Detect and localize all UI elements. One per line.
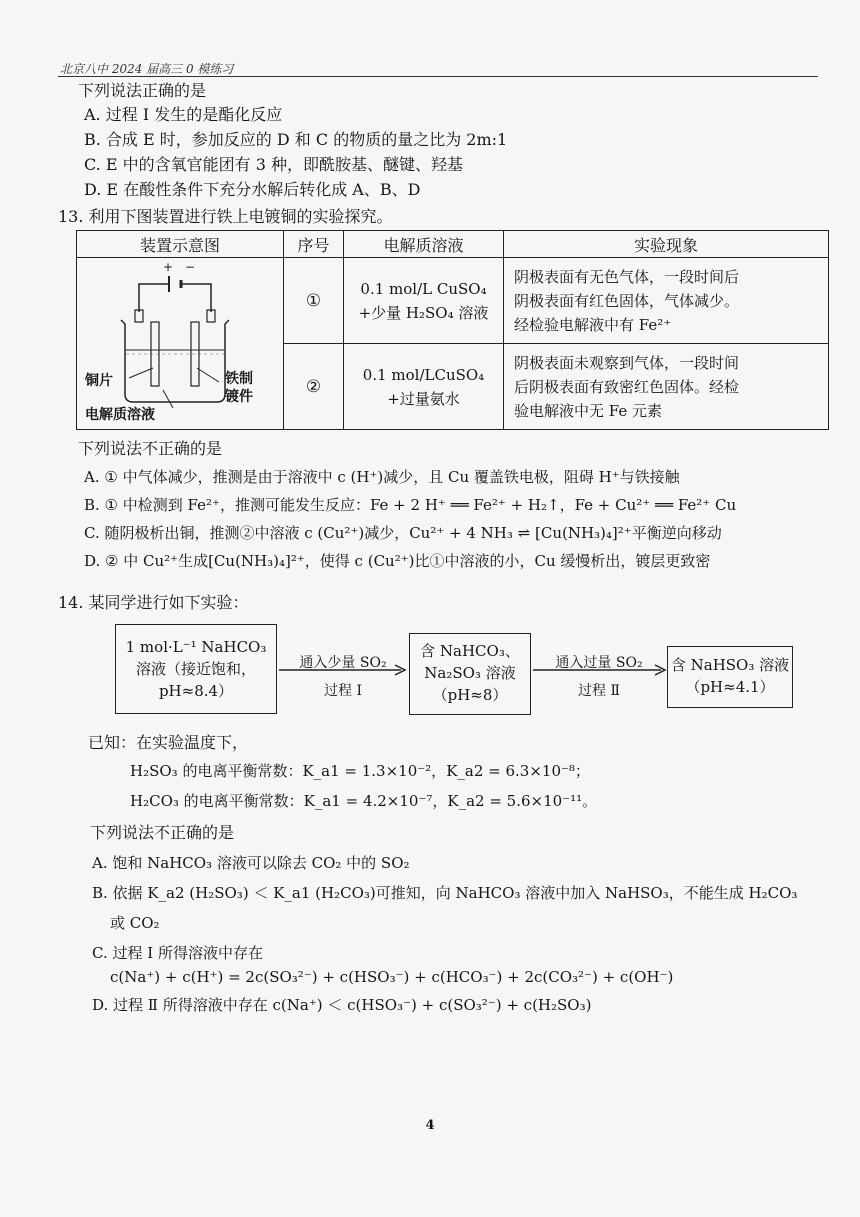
q12-option-c: C. E 中的含氧官能团有 3 种，即酰胺基、醚键、羟基: [84, 155, 463, 174]
row2-phenomenon: [504, 344, 829, 430]
row1-phenomenon-line2: 阴极表面有红色固体，气体减少。: [514, 291, 740, 310]
q13-stem: 13. 利用下图装置进行铁上电镀铜的实验探究。: [58, 207, 393, 226]
row2-phenomenon-line1: 阴极表面未观察到气体，一段时间: [514, 353, 740, 372]
row2-solution-line1: 0.1 mol/LCuSO₄: [362, 365, 485, 384]
flow-arrow-1-bottom-label: 过程 Ⅰ: [324, 683, 362, 699]
exam-header: 北京八中 2024 届高三 0 模练习: [60, 62, 234, 76]
flow-arrow-2-top-label: 通入过量 SO₂: [555, 655, 643, 671]
row2-phenomenon-line3: 验电解液中无 Fe 元素: [514, 401, 663, 420]
q14-ka-h2co3: H₂CO₃ 的电离平衡常数：K_a1 = 4.2×10⁻⁷，K_a2 = 5.6×10⁻¹¹。: [130, 792, 598, 810]
q13-option-b: B. ① 中检测到 Fe²⁺，推测可能发生反应：Fe + 2 H⁺ ══ Fe²⁺ + H₂↑，Fe + Cu²⁺ ══ Fe²⁺ Cu: [84, 496, 737, 514]
row2-number: ②: [284, 344, 344, 430]
flow-box-start-line2: 溶液（接近饱和，: [135, 660, 256, 678]
q14-option-d: D. 过程 Ⅱ 所得溶液中存在 c(Na⁺) ＜ c(HSO₃⁻) + c(SO₃²⁻) + c(H₂SO₃): [92, 996, 592, 1014]
row1-number: ①: [284, 258, 344, 344]
flow-box-end-line2: （pH≈4.1）: [685, 678, 775, 696]
q13-option-a: A. ① 中气体减少，推测是由于溶液中 c (H⁺)减少，且 Cu 覆盖铁电极，阻碍 H⁺与铁接触: [84, 468, 680, 486]
q12-option-d: D. E 在酸性条件下充分水解后转化成 A、B、D: [84, 180, 421, 199]
apparatus-diagram-cell: [77, 258, 284, 430]
row2-solution-line2: +过量氨水: [387, 389, 460, 408]
flow-box-middle-line1: 含 NaHCO₃、: [420, 642, 520, 660]
q14-option-b-cont: 或 CO₂: [110, 914, 160, 932]
flow-arrow-1-top-label: 通入少量 SO₂: [299, 655, 387, 671]
electrolyte-label: 电解质溶液: [85, 407, 155, 423]
row1-phenomenon-line1: 阴极表面有无色气体，一段时间后: [514, 267, 740, 286]
flow-box-middle: [409, 633, 531, 715]
positive-terminal-label: +: [163, 260, 174, 274]
q13-option-d: D. ② 中 Cu²⁺生成[Cu(NH₃)₄]²⁺，使得 c (Cu²⁺)比①中溶液的小，Cu 缓慢析出，镀层更致密: [84, 552, 711, 570]
copper-plate-label: 铜片: [85, 373, 113, 389]
q13-experiment-table: [76, 230, 829, 430]
header-divider: [58, 76, 818, 77]
flow-box-middle-line3: （pH≈8）: [432, 686, 508, 704]
row1-phenomenon-line3: 经检验电解液中有 Fe²⁺: [514, 315, 672, 334]
flow-box-end: [667, 646, 793, 708]
iron-part-label-1: 铁制: [225, 371, 253, 387]
flow-box-middle-line2: Na₂SO₃ 溶液: [424, 664, 516, 682]
q14-known: 已知：在实验温度下，: [88, 733, 249, 752]
negative-terminal-label: −: [185, 260, 196, 274]
q12-option-b: B. 合成 E 时，参加反应的 D 和 C 的物质的量之比为 2m:1: [84, 130, 508, 149]
q14-stem: 14. 某同学进行如下实验：: [58, 593, 249, 612]
q14-option-b: B. 依据 K_a2 (H₂SO₃) ＜ K_a1 (H₂CO₃)可推知，向 NaHCO₃ 溶液中加入 NaHSO₃，不能生成 H₂CO₃: [92, 884, 798, 902]
header-solution: 电解质溶液: [344, 231, 504, 258]
row1-solution: [344, 258, 504, 344]
page-number: 4: [425, 1118, 435, 1133]
flow-box-start: [115, 624, 277, 714]
q12-option-a: A. 过程 Ⅰ 发生的是酯化反应: [84, 105, 283, 124]
header-phenomenon: 实验现象: [504, 231, 829, 258]
row1-phenomenon: [504, 258, 829, 344]
flow-box-start-line3: pH≈8.4）: [158, 682, 234, 700]
q13-option-c: C. 随阴极析出铜，推测②中溶液 c (Cu²⁺)减少，Cu²⁺ + 4 NH₃ ⇌ [Cu(NH₃)₄]²⁺平衡逆向移动: [84, 524, 722, 542]
q14-option-a: A. 饱和 NaHCO₃ 溶液可以除去 CO₂ 中的 SO₂: [92, 854, 410, 872]
header-diagram: 装置示意图: [77, 231, 284, 258]
row2-phenomenon-line2: 后阴极表面有致密红色固体。经检: [514, 377, 740, 396]
q13-question: 下列说法不正确的是: [78, 439, 223, 458]
q14-option-c-equation: c(Na⁺) + c(H⁺) = 2c(SO₃²⁻) + c(HSO₃⁻) + c(HCO₃⁻) + 2c(CO₃²⁻) + c(OH⁻): [110, 968, 674, 986]
row2-solution: [344, 344, 504, 430]
q14-ka-h2so3: H₂SO₃ 的电离平衡常数：K_a1 = 1.3×10⁻²，K_a2 = 6.3×10⁻⁸；: [130, 762, 590, 780]
row1-solution-line2: +少量 H₂SO₄ 溶液: [358, 303, 489, 322]
q14-option-c: C. 过程 Ⅰ 所得溶液中存在: [92, 944, 263, 962]
header-number: 序号: [284, 231, 344, 258]
flow-box-start-line1: 1 mol·L⁻¹ NaHCO₃: [125, 638, 267, 656]
q14-question: 下列说法不正确的是: [90, 823, 235, 842]
row1-solution-line1: 0.1 mol/L CuSO₄: [360, 279, 487, 298]
flow-arrow-2-bottom-label: 过程 Ⅱ: [578, 683, 620, 699]
flow-box-end-line1: 含 NaHSO₃ 溶液: [670, 656, 790, 674]
q12-stem: 下列说法正确的是: [78, 81, 207, 100]
iron-part-label-2: 镀件: [225, 389, 253, 405]
